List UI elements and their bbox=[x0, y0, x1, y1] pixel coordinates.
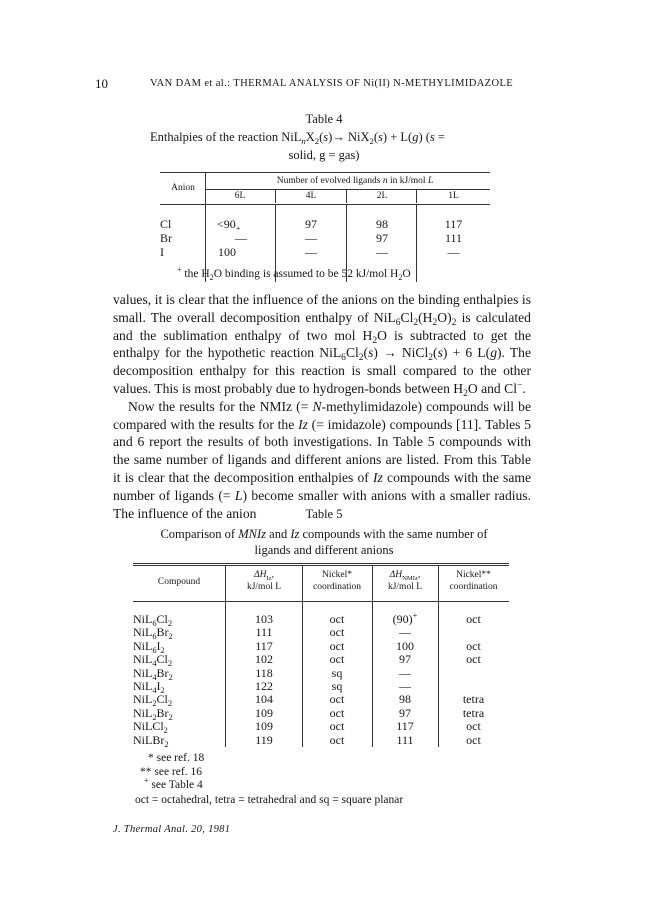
table5-compound: $NiL_6Br_2$ bbox=[133, 625, 173, 642]
table5-dh-nmiz: 111 bbox=[396, 732, 414, 747]
table5-nickel1: oct bbox=[329, 625, 345, 640]
table4-cell: — bbox=[447, 245, 460, 259]
paragraph-1: values, it is clear that the influence of the anions on the binding enthalpies is small. The overall decomposition enthalpy of $NiL_6Cl_2(H_2O)_2$ is calculated and the sublimation enthalpy of two mol $H_2O$ is subtracted to get the enthalpy for the hypothetic reaction $NiL_6Cl_2(s)$ → NiCl$_2$(s) + 6 L(g). The decomposition enthalpy for this reaction is small compared to the other values. This is most probably due to hydrogen-bonds between $H_2O$ and Cl−. bbox=[113, 292, 531, 399]
table5-dh-iz: 119 bbox=[255, 732, 273, 747]
table5-nickel1: sq bbox=[331, 665, 343, 680]
table4-cell: 97 bbox=[376, 231, 388, 245]
table4-cell: 111 bbox=[444, 231, 463, 245]
table5-header-rule bbox=[133, 601, 509, 602]
table5-footnote: + see Table 4 bbox=[144, 776, 203, 791]
table5-dh-iz: 118 bbox=[255, 665, 273, 680]
table4-footnote: + the $H_2O$ binding is assumed to be 52 kJ/mol $H_2O$ bbox=[177, 265, 411, 282]
table4-header-rule bbox=[160, 204, 490, 205]
table5-nickel2: tetra bbox=[462, 705, 485, 720]
table5-dh-nmiz: — bbox=[399, 665, 411, 680]
table4-cell: — bbox=[305, 231, 317, 245]
table5-nickel1: oct bbox=[329, 705, 345, 720]
table5-dh-iz: 111 bbox=[255, 625, 273, 640]
table4-row-header: Anion bbox=[171, 183, 195, 193]
body-text bbox=[113, 291, 531, 522]
table5-nickel1: oct bbox=[329, 732, 345, 747]
table5-compound: NiLCl$_2$ bbox=[133, 719, 168, 736]
table5-dh-iz: 103 bbox=[255, 612, 273, 626]
table5-nickel1: oct bbox=[329, 638, 345, 653]
table5-nickel1: oct bbox=[329, 612, 345, 626]
table5-compound: NiLBr$_2$ bbox=[133, 732, 169, 749]
table4-cell: — bbox=[235, 231, 247, 245]
table5-footnote: * see ref. 18 bbox=[148, 752, 205, 764]
table4-anion: Cl bbox=[160, 217, 172, 231]
table5-compound: $NiL_2Cl_2$ bbox=[133, 692, 173, 709]
table5-dh-nmiz: (90)+ bbox=[392, 611, 418, 626]
table4-col-header: 1L bbox=[448, 191, 459, 201]
table4-anion: Br bbox=[160, 231, 172, 245]
table5-caption: Comparison of MNIz and Iz compounds with the same number of bbox=[160, 527, 488, 541]
table5-compound: $NiL_4Cl_2$ bbox=[133, 652, 173, 669]
table5-dh-iz: 117 bbox=[255, 638, 273, 653]
table4-col-header: 2L bbox=[376, 191, 388, 201]
table4-top-rule bbox=[160, 172, 490, 173]
table5-dh-nmiz: 97 bbox=[399, 652, 411, 667]
table5-label: Table 5 bbox=[305, 507, 343, 521]
table5-header-dh-iz: $\Delta H_{Iz}$, kJ/mol L bbox=[246, 570, 282, 592]
table5-dh-nmiz: — bbox=[399, 679, 411, 693]
table5-compound: $NiL_4I_2$ bbox=[133, 679, 165, 695]
table5-dh-nmiz: 100 bbox=[396, 638, 414, 653]
table5-dh-nmiz: 97 bbox=[399, 705, 411, 720]
table5-nickel1: oct bbox=[329, 652, 345, 667]
table5-dh-iz: 104 bbox=[255, 692, 273, 707]
table5-dh-iz: 122 bbox=[255, 679, 273, 693]
table4-cell: $<90_+$ bbox=[217, 217, 241, 233]
paragraph-2: Now the results for the NMIz (= N-methylimidazole) compounds will be compared with the results for the Iz (= imidazole) compounds [11]. Tables 5 and 6 report the results of both investigations. In Table 5 compounds with the same number of ligands and different anions are listed. From this Table it is clear that the decomposition enthalpies of Iz compounds with the same number of ligands (= L) become smaller with anions with a smaller radius. The influence of the anion bbox=[113, 398, 532, 521]
table4-caption: Enthalpies of the reaction $NiL_nX_2(s)\to NiX_2(s) + L(g) (s$ = bbox=[150, 130, 445, 146]
table5-nickel1: oct bbox=[329, 692, 345, 707]
table4-col-header: 6L bbox=[234, 191, 246, 201]
table5-caption-line2: ligands and different anions bbox=[254, 543, 394, 557]
table5-footnote: oct = octahedral, tetra = tetrahedral and sq = square planar bbox=[135, 794, 404, 806]
table5-dh-nmiz: — bbox=[399, 625, 411, 640]
table5-header-nickel1: Nickel* coordination bbox=[312, 570, 361, 592]
table5-compound: $NiL_4Br_2$ bbox=[133, 665, 173, 682]
table4-cell: 97 bbox=[305, 217, 317, 231]
table5-dh-iz: 109 bbox=[255, 705, 273, 720]
table5-nickel2: oct bbox=[466, 612, 481, 626]
table5-header-compound: Compound bbox=[157, 577, 201, 587]
table5-footnote: ** see ref. 16 bbox=[140, 766, 202, 778]
table4-group-header: Number of evolved ligands n in kJ/mol L bbox=[276, 176, 434, 186]
page-number: 10 bbox=[95, 76, 108, 91]
table5-nickel1: oct bbox=[329, 719, 345, 734]
table5-nickel2: oct bbox=[466, 719, 481, 734]
table5-header-nickel2: Nickel** coordination bbox=[449, 570, 498, 592]
table5-nickel2: tetra bbox=[462, 692, 485, 707]
table4-cell: — bbox=[305, 245, 317, 259]
table4-cell: 98 bbox=[376, 217, 388, 231]
table5-top-rule bbox=[133, 563, 509, 564]
table5-nickel2: oct bbox=[466, 652, 481, 667]
table4-cell: 100 bbox=[218, 245, 236, 259]
table5-top-rule-2 bbox=[133, 565, 509, 566]
table4-cell: 117 bbox=[444, 217, 463, 231]
running-title: VAN DAM et al.: THERMAL ANALYSIS OF Ni(II) N-METHYLIMIDAZOLE bbox=[150, 78, 514, 89]
table4-sub-rule bbox=[205, 189, 490, 190]
table5-nickel2: oct bbox=[466, 638, 481, 653]
table4-anion: I bbox=[160, 245, 164, 259]
table5-compound: $NiL_6I_2$ bbox=[133, 638, 165, 655]
table5-nickel1: sq bbox=[331, 679, 343, 693]
table4-label: Table 4 bbox=[305, 112, 343, 126]
table5-dh-iz: 102 bbox=[255, 652, 273, 667]
table4-caption-line2: solid, g = gas) bbox=[288, 148, 360, 162]
table5-header-dh-nmiz: $\Delta H_{NMIz}$, kJ/mol L bbox=[387, 570, 423, 592]
table4-cell: — bbox=[376, 245, 388, 259]
table5-dh-nmiz: 98 bbox=[399, 692, 411, 707]
journal-footer: J. Thermal Anal. 20, 1981 bbox=[113, 824, 231, 835]
table5-compound: $NiL_6Cl_2$ bbox=[133, 612, 173, 628]
table5-dh-nmiz: 117 bbox=[396, 719, 414, 734]
table5-nickel2: oct bbox=[466, 732, 481, 747]
table5-dh-iz: 109 bbox=[255, 719, 273, 734]
table5-compound: $NiL_2Br_2$ bbox=[133, 705, 173, 722]
table4-col-header: 4L bbox=[305, 191, 317, 201]
